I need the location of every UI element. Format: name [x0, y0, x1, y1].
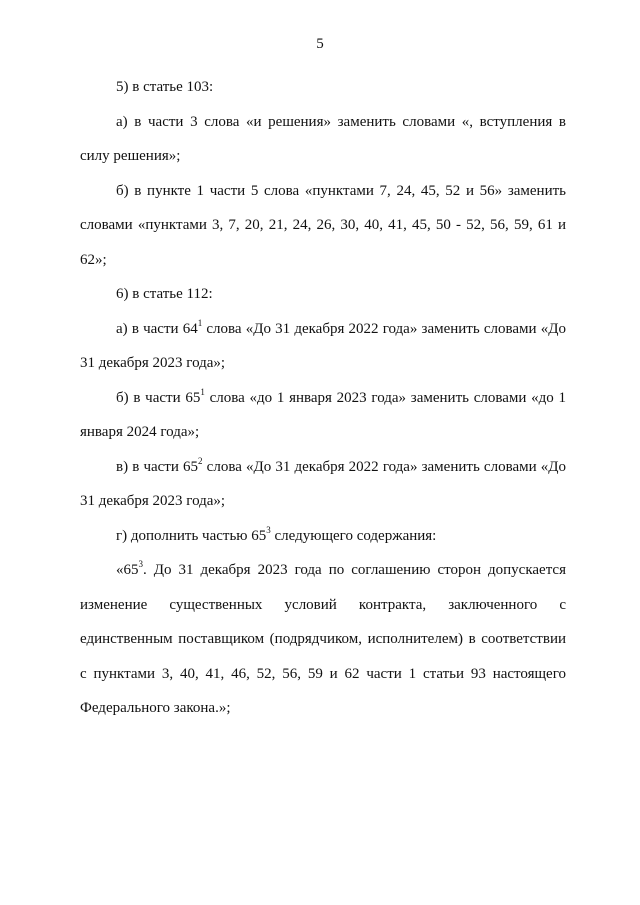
paragraph-article-103-b: б) в пункте 1 части 5 слова «пунктами 7, 24, 45, 52 и 56» заменить словами «пунктами 3, 7, 20, 21, 24, 26, 30, 40, 41, 45, 50 - 52, 56, 59, 61 и 62»;	[80, 182, 566, 268]
superscript: 1	[200, 386, 205, 397]
paragraph-article-112: 6) в статье 112:	[116, 286, 213, 302]
text-segment: . До 31 декабря 2023 года по соглашению сторон допускается изменение существенных условий контракта, заключенного с единственным поставщиком (подрядчиком, исполнителем) в соответствии с пунктами 3, 40, 41, 46, 52, 56, 59 и 62 части 1 статьи 93 настоящего Федерального закона.»;	[80, 562, 566, 716]
paragraph-article-112-a	[80, 312, 566, 381]
superscript: 3	[138, 559, 143, 569]
text-segment: «65	[116, 562, 139, 578]
page-number: 5	[316, 36, 324, 52]
paragraph-article-103: 5) в статье 103:	[116, 79, 214, 95]
superscript: 3	[266, 524, 271, 535]
superscript: 2	[198, 455, 203, 466]
text-segment: слова «До 31 декабря 2022 года» заменить словами «До 31 декабря 2023 года»;	[80, 320, 566, 371]
text-segment: слова «до 1 января 2023 года» заменить словами «до 1 января 2024 года»;	[80, 389, 566, 440]
paragraph-article-103-a: а) в части 3 слова «и решения» заменить словами «, вступления в силу решения»;	[80, 113, 566, 164]
paragraph-part-65-3	[80, 553, 566, 726]
paragraph-article-112-v	[80, 450, 566, 519]
paragraph-article-112-b	[80, 381, 566, 450]
text-segment: следующего содержания:	[270, 527, 437, 544]
text-segment: в) в части 65	[116, 458, 199, 475]
document-body	[80, 70, 566, 726]
text-segment: г) дополнить частью 65	[116, 527, 267, 544]
text-segment: б) в части 65	[116, 389, 201, 406]
superscript: 1	[197, 317, 203, 328]
text-segment: слова «До 31 декабря 2022 года» заменить словами «До 31 декабря 2023 года»;	[80, 458, 566, 509]
paragraph-article-112-g	[80, 519, 566, 554]
text-segment: а) в части 64	[116, 320, 198, 337]
